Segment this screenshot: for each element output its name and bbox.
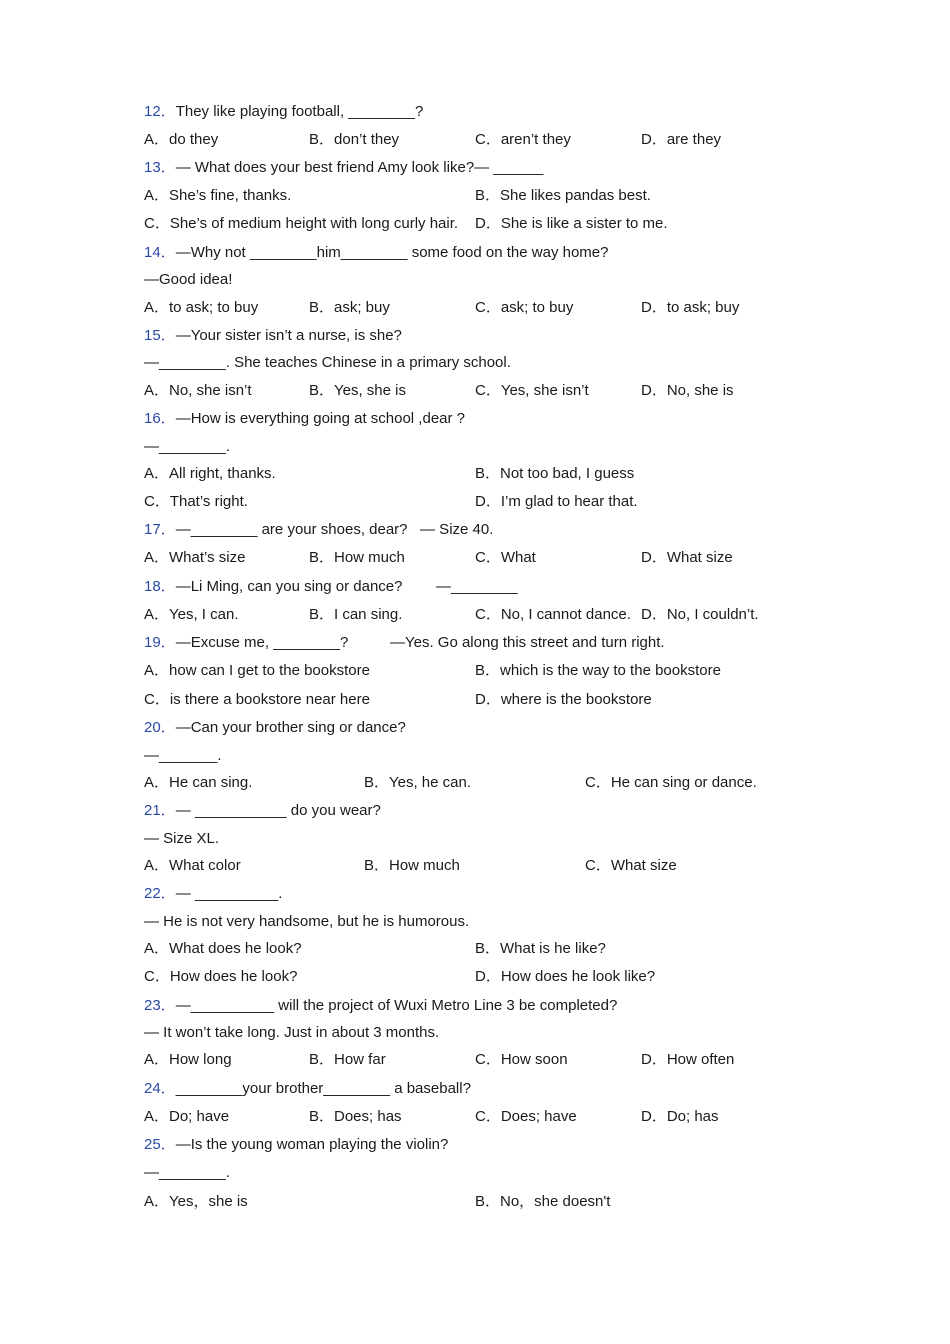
option-d: D．Do; has bbox=[641, 1108, 719, 1125]
question-21 bbox=[144, 801, 381, 821]
question-18 bbox=[144, 577, 518, 597]
option-c: C．Does; have bbox=[475, 1108, 577, 1125]
question-stem: —Can your brother sing or dance? bbox=[175, 719, 406, 736]
question-22 bbox=[144, 884, 282, 904]
question-stem: —Your sister isn’t a nurse, is she? bbox=[175, 327, 402, 344]
question-stem: —Excuse me, ________? —Yes. Go along this street and turn right. bbox=[175, 634, 665, 651]
question-19 bbox=[144, 633, 665, 653]
option-c: C．is there a bookstore near here bbox=[144, 691, 370, 708]
option-d: D．How often bbox=[641, 1051, 735, 1068]
option-b: B．How far bbox=[309, 1051, 386, 1068]
question-stem: They like playing football, ________? bbox=[175, 103, 424, 120]
option-a: A．Yes，she is bbox=[144, 1193, 248, 1210]
option-d: D．No, I couldn’t. bbox=[641, 606, 759, 623]
option-b: B．Does; has bbox=[309, 1108, 402, 1125]
question-20 bbox=[144, 718, 406, 738]
question-stem: —__________ will the project of Wuxi Metro Line 3 be completed? bbox=[175, 997, 618, 1014]
question-13 bbox=[144, 158, 543, 178]
option-c: C．Yes, she isn’t bbox=[475, 382, 589, 399]
option-d: D．where is the bookstore bbox=[475, 691, 652, 708]
question-15 bbox=[144, 326, 402, 346]
question-number: 20． bbox=[144, 719, 176, 736]
question-stem: ________your brother________ a baseball? bbox=[175, 1080, 471, 1097]
followup-line: — It won’t take long. Just in about 3 months. bbox=[144, 1024, 440, 1041]
option-b: B．don’t they bbox=[309, 131, 400, 148]
followup-line: —_______. bbox=[144, 747, 222, 764]
question-stem: —Li Ming, can you sing or dance? —________ bbox=[175, 578, 518, 595]
question-number: 22． bbox=[144, 885, 176, 902]
option-c: C．He can sing or dance. bbox=[585, 774, 757, 791]
question-24 bbox=[144, 1079, 471, 1099]
option-b: B．Yes, she is bbox=[309, 382, 406, 399]
option-c: C．What size bbox=[585, 857, 677, 874]
option-a: A．What does he look? bbox=[144, 940, 302, 957]
option-a: A．Yes, I can. bbox=[144, 606, 239, 623]
followup-line: — Size XL. bbox=[144, 830, 220, 847]
option-a: A．to ask; to buy bbox=[144, 299, 259, 316]
option-d: D．She is like a sister to me. bbox=[475, 215, 668, 232]
option-b: B．How much bbox=[309, 549, 405, 566]
option-a: A．how can I get to the bookstore bbox=[144, 662, 370, 679]
question-number: 13． bbox=[144, 159, 176, 176]
followup-line: —________. She teaches Chinese in a primary school. bbox=[144, 354, 511, 371]
followup-line: —Good idea! bbox=[144, 271, 233, 288]
question-12 bbox=[144, 102, 423, 122]
question-number: 21． bbox=[144, 802, 176, 819]
question-number: 19． bbox=[144, 634, 176, 651]
followup-line: —________. bbox=[144, 438, 230, 455]
question-number: 16． bbox=[144, 410, 176, 427]
question-stem: —________ are your shoes, dear? — Size 40. bbox=[175, 521, 494, 538]
question-number: 23． bbox=[144, 997, 176, 1014]
question-stem: — What does your best friend Amy look like?— ______ bbox=[175, 159, 544, 176]
option-c: C．She’s of medium height with long curly hair. bbox=[144, 215, 459, 232]
question-number: 25． bbox=[144, 1136, 176, 1153]
option-a: A．What’s size bbox=[144, 549, 246, 566]
option-c: C．What bbox=[475, 549, 536, 566]
option-c: C．No, I cannot dance. bbox=[475, 606, 631, 623]
option-c: C．aren’t they bbox=[475, 131, 571, 148]
option-d: D．What size bbox=[641, 549, 733, 566]
option-b: B．No，she doesn't bbox=[475, 1193, 611, 1210]
question-23 bbox=[144, 996, 617, 1016]
question-number: 15． bbox=[144, 327, 176, 344]
option-c: C．How soon bbox=[475, 1051, 568, 1068]
option-a: A．All right, thanks. bbox=[144, 465, 276, 482]
option-b: B．Yes, he can. bbox=[364, 774, 472, 791]
question-number: 18． bbox=[144, 578, 176, 595]
option-b: B．How much bbox=[364, 857, 460, 874]
question-stem: — ___________ do you wear? bbox=[175, 802, 381, 819]
question-17 bbox=[144, 520, 493, 540]
option-a: A．Do; have bbox=[144, 1108, 230, 1125]
option-c: C．ask; to buy bbox=[475, 299, 574, 316]
question-number: 12． bbox=[144, 103, 176, 120]
question-number: 17． bbox=[144, 521, 176, 538]
question-16 bbox=[144, 409, 465, 429]
option-a: A．No, she isn’t bbox=[144, 382, 252, 399]
question-25 bbox=[144, 1135, 448, 1155]
option-b: B．I can sing. bbox=[309, 606, 403, 623]
option-d: D．are they bbox=[641, 131, 722, 148]
option-d: D．I’m glad to hear that. bbox=[475, 493, 638, 510]
option-b: B．which is the way to the bookstore bbox=[475, 662, 721, 679]
option-d: D．How does he look like? bbox=[475, 968, 656, 985]
option-a: A．How long bbox=[144, 1051, 232, 1068]
option-c: C．That’s right. bbox=[144, 493, 248, 510]
question-number: 24． bbox=[144, 1080, 176, 1097]
question-stem: — __________. bbox=[175, 885, 283, 902]
option-c: C．How does he look? bbox=[144, 968, 298, 985]
option-d: D．to ask; buy bbox=[641, 299, 740, 316]
option-b: B．She likes pandas best. bbox=[475, 187, 651, 204]
question-stem: —Why not ________him________ some food on the way home? bbox=[175, 244, 609, 261]
question-stem: —Is the young woman playing the violin? bbox=[175, 1136, 449, 1153]
option-a: A．do they bbox=[144, 131, 219, 148]
option-a: A．He can sing. bbox=[144, 774, 253, 791]
option-a: A．What color bbox=[144, 857, 241, 874]
question-14 bbox=[144, 243, 608, 263]
followup-line: — He is not very handsome, but he is humorous. bbox=[144, 913, 470, 930]
question-number: 14． bbox=[144, 244, 176, 261]
option-b: B．Not too bad, I guess bbox=[475, 465, 635, 482]
option-d: D．No, she is bbox=[641, 382, 734, 399]
option-a: A．She’s fine, thanks. bbox=[144, 187, 292, 204]
followup-line: —________. bbox=[144, 1164, 230, 1181]
option-b: B．ask; buy bbox=[309, 299, 390, 316]
question-stem: —How is everything going at school ,dear ? bbox=[175, 410, 466, 427]
option-b: B．What is he like? bbox=[475, 940, 606, 957]
